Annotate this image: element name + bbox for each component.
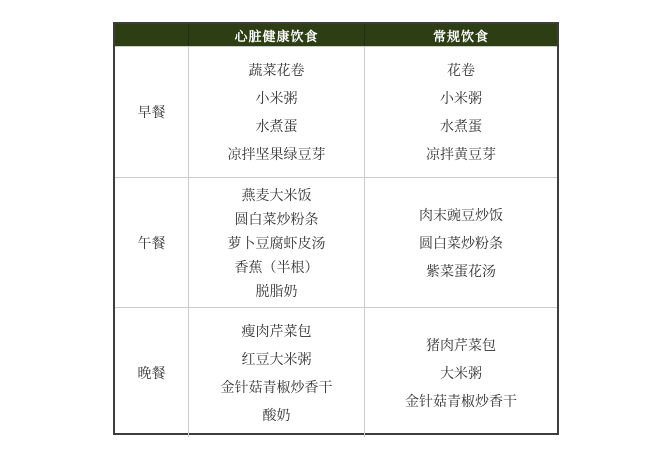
- meal-item: 脱脂奶: [255, 282, 298, 299]
- breakfast-regular-meals: [364, 47, 557, 177]
- header-cell-empty: [115, 24, 188, 46]
- meal-item: 大米粥: [440, 364, 482, 381]
- meal-item: 金针菇青椒炒香干: [405, 392, 517, 409]
- meal-item: 蔬菜花卷: [248, 62, 305, 78]
- meal-item: 小米粥: [255, 90, 298, 106]
- meal-item: 猪肉芹菜包: [426, 336, 496, 353]
- header-cell-regular-diet: 常规饮食: [364, 24, 557, 46]
- lunch-regular-meals: [364, 178, 557, 307]
- meal-item: 金针菇青椒炒香干: [220, 378, 333, 395]
- meal-item: 圆白菜炒粉条: [419, 234, 503, 251]
- meal-time-label-dinner: 晚餐: [137, 364, 166, 381]
- diet-comparison-table: [113, 22, 559, 435]
- meal-item: 红豆大米粥: [241, 350, 312, 367]
- header-cell-heart-healthy-diet: 心脏健康饮食: [188, 24, 364, 46]
- dinner-heart-healthy-meals: [188, 308, 364, 437]
- lunch-heart-healthy-meals: [188, 178, 364, 307]
- meal-item: 水煮蛋: [440, 118, 482, 134]
- meal-item: 花卷: [447, 62, 475, 78]
- meal-item: 凉拌黄豆芽: [426, 146, 496, 162]
- meal-item: 小米粥: [440, 90, 482, 106]
- meal-item: 酸奶: [262, 406, 291, 423]
- meal-item: 圆白菜炒粉条: [234, 210, 319, 227]
- meal-item: 紫菜蛋花汤: [426, 262, 496, 279]
- table-header-row: [115, 24, 557, 47]
- breakfast-heart-healthy-meals: [188, 47, 364, 177]
- meal-item: 燕麦大米饭: [241, 186, 312, 203]
- meal-item: 香蕉（半根）: [234, 258, 319, 275]
- meal-item: 凉拌坚果绿豆芽: [227, 146, 326, 162]
- meal-time-label-lunch: 午餐: [137, 234, 166, 251]
- table-row-lunch: [115, 177, 557, 307]
- table-row-breakfast: [115, 47, 557, 177]
- dinner-regular-meals: [364, 308, 557, 437]
- meal-item: 肉末豌豆炒饭: [419, 206, 503, 223]
- meal-item: 水煮蛋: [255, 118, 298, 134]
- meal-item: 萝卜豆腐虾皮汤: [227, 234, 326, 251]
- meal-time-label-breakfast: 早餐: [137, 104, 166, 120]
- table-row-dinner: [115, 307, 557, 437]
- meal-item: 瘦肉芹菜包: [241, 322, 312, 339]
